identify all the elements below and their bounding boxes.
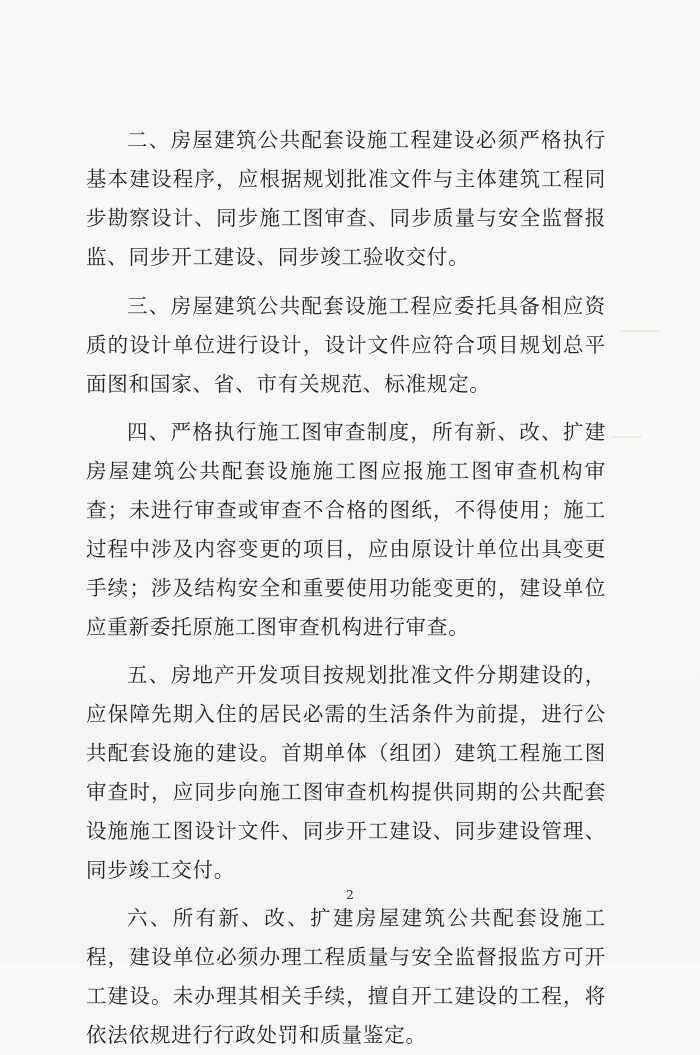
paragraph-6: 六、所有新、改、扩建房屋建筑公共配套设施工程，建设单位必须办理工程质量与安全监督报监方可开工建设。未办理其相关手续，擅自开工建设的工程，将依法依规进行行政处罚和质量鉴定。 xyxy=(86,906,606,1047)
document-body xyxy=(86,121,606,1055)
paragraph-3: 三、房屋建筑公共配套设施工程应委托具备相应资质的设计单位进行设计，设计文件应符合项目规划总平面图和国家、省、市有关规范、标准规定。 xyxy=(86,294,606,396)
bleed-through-mark xyxy=(612,436,642,438)
page-number: 2 xyxy=(346,888,354,902)
bleed-through-mark xyxy=(620,330,660,332)
paragraph-5: 五、房地产开发项目按规划批准文件分期建设的，应保障先期入住的居民必需的生活条件为前提，进行公共配套设施的建设。首期单体（组团）建筑工程施工图审查时，应同步向施工图审查机构提供同期的公共配套设施施工图设计文件、同步开工建设、同步建设管理、同步竣工交付。 xyxy=(86,663,606,882)
paragraph-2: 二、房屋建筑公共配套设施工程建设必须严格执行基本建设程序，应根据规划批准文件与主体建筑工程同步勘察设计、同步施工图审查、同步质量与安全监督报监、同步开工建设、同步竣工验收交付。 xyxy=(86,128,606,269)
paragraph-4: 四、严格执行施工图审查制度，所有新、改、扩建房屋建筑公共配套设施施工图应报施工图审查机构审查；未进行审查或审查不合格的图纸，不得使用；施工过程中涉及内容变更的项目，应由原设计单位出具变更手续；涉及结构安全和重要使用功能变更的，建设单位应重新委托原施工图审查机构进行审查。 xyxy=(86,420,606,639)
